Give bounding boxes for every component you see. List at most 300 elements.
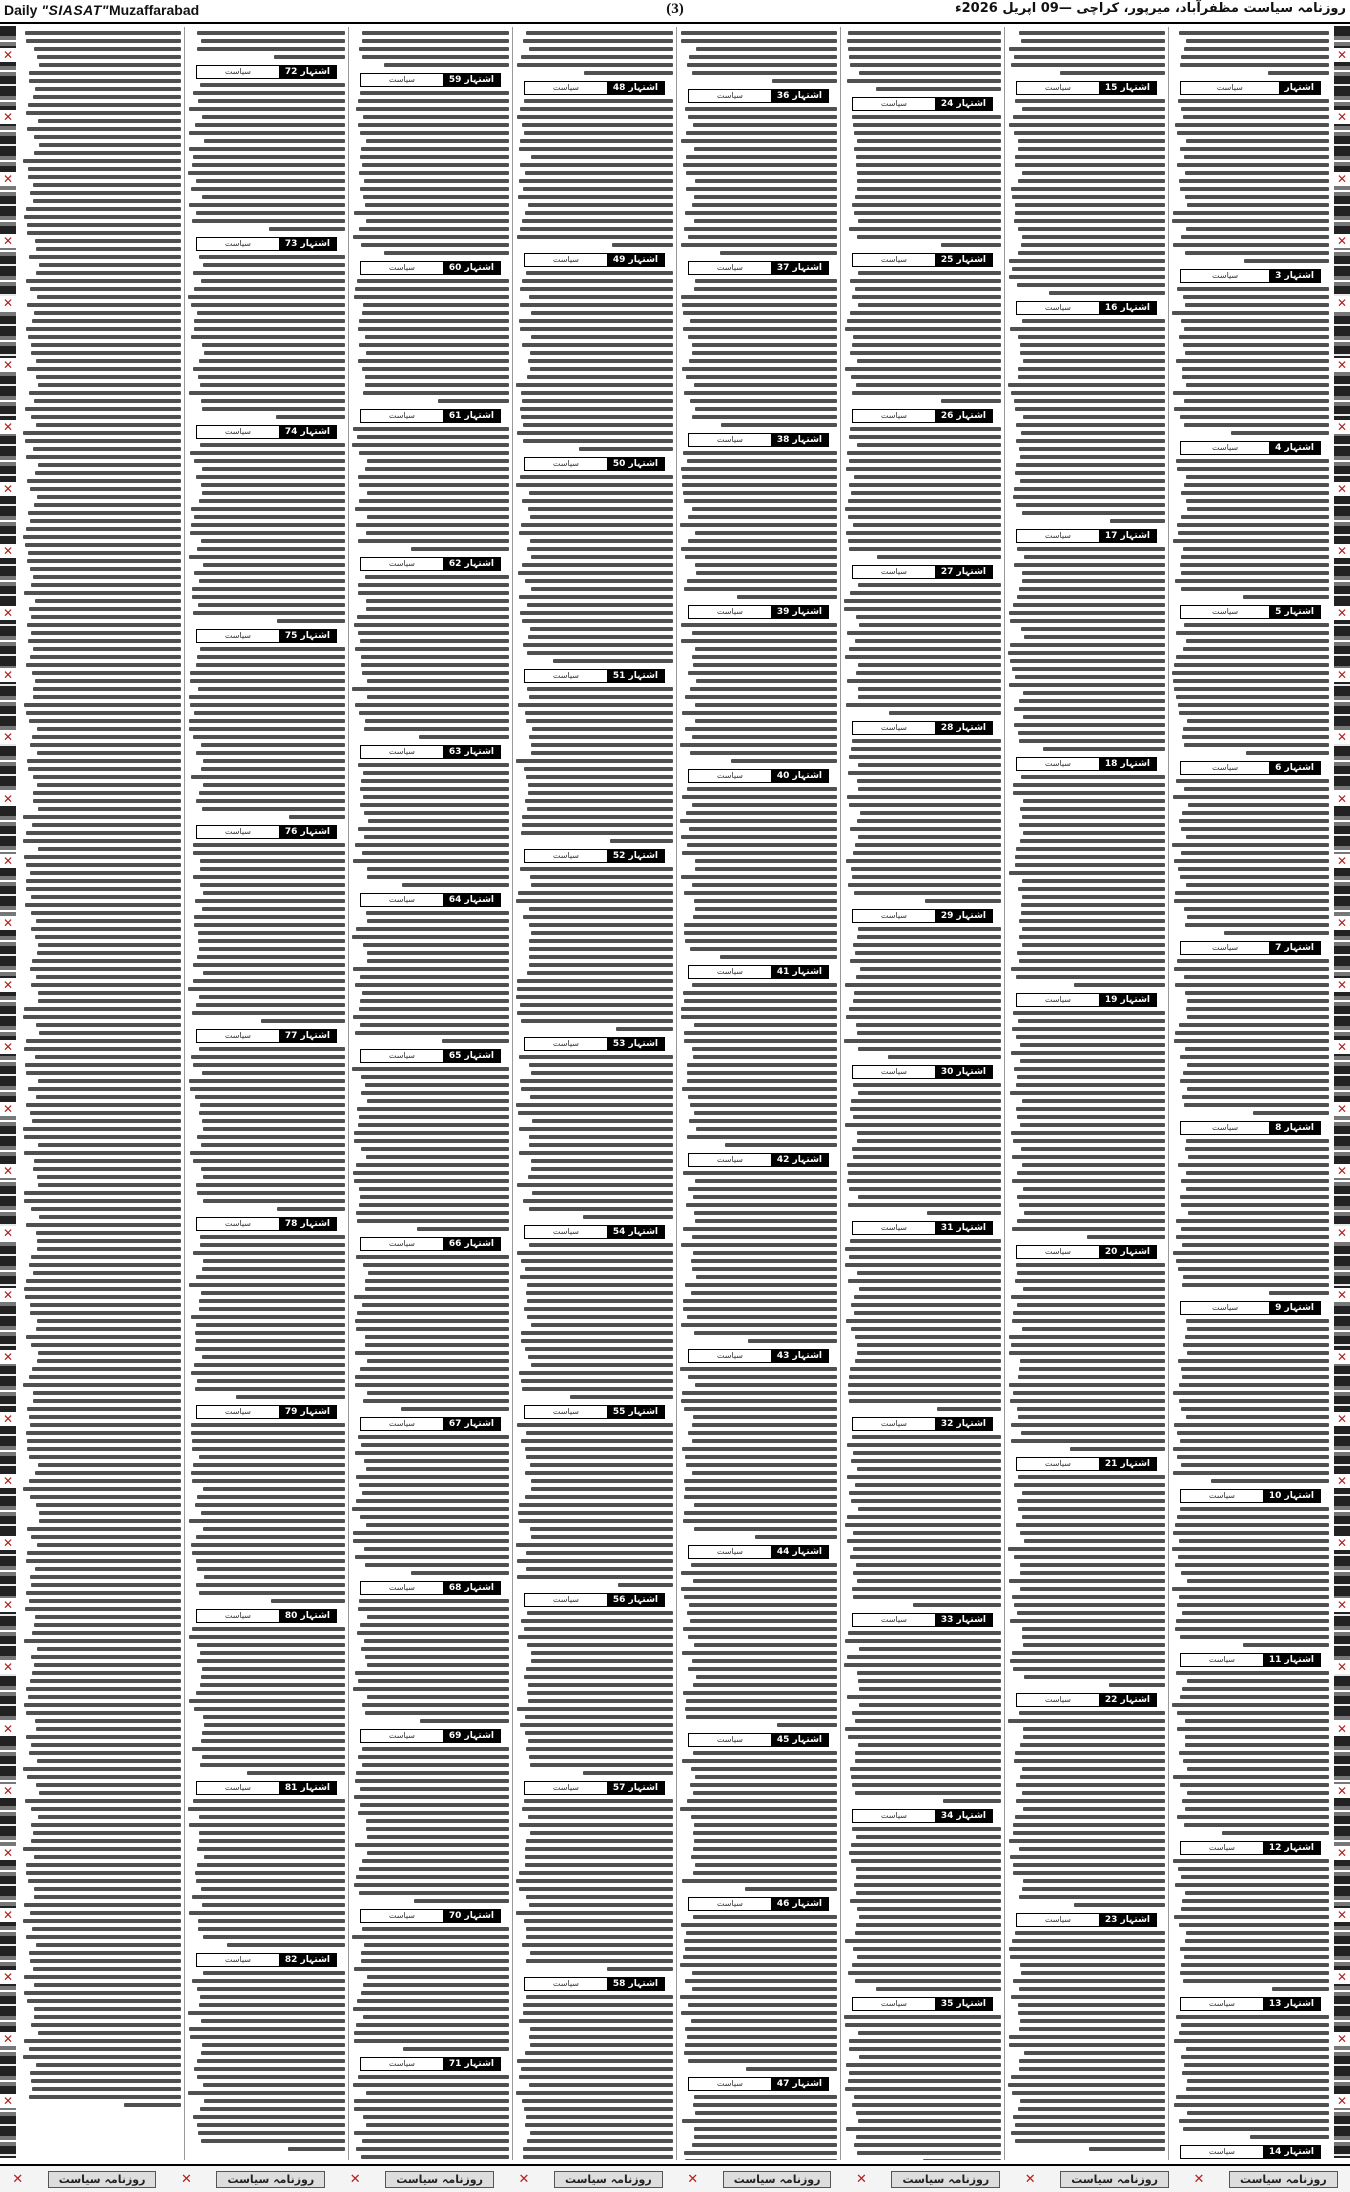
text-line <box>527 375 673 379</box>
strip-x-icon: ✕ <box>1334 1908 1350 1922</box>
text-line <box>695 907 837 911</box>
bottom-strip-label: روزنامہ سیاست <box>1060 2171 1169 2188</box>
text-line <box>848 883 1001 887</box>
text-line <box>694 219 837 223</box>
text-line <box>354 2039 509 2043</box>
text-line <box>1015 211 1165 215</box>
strip-x-icon: ✕ <box>0 1908 16 1922</box>
text-line <box>850 1107 1001 1111</box>
text-line <box>28 1879 181 1883</box>
text-line <box>690 319 837 323</box>
text-line <box>687 1611 837 1615</box>
text-line <box>1017 595 1165 599</box>
text-line <box>1185 351 1329 355</box>
text-line <box>855 1335 1001 1339</box>
text-line <box>684 1031 837 1035</box>
text-line <box>524 1307 673 1311</box>
notice-header <box>1016 993 1157 1007</box>
text-line <box>681 243 837 247</box>
column-2 <box>1004 27 1168 2160</box>
text-line <box>852 295 1001 299</box>
text-line <box>359 711 509 715</box>
notice-header <box>688 605 829 619</box>
text-line <box>525 711 673 715</box>
text-line <box>27 231 181 235</box>
text-line <box>529 1903 673 1907</box>
text-line <box>523 423 673 427</box>
text-line <box>1023 1187 1165 1191</box>
text-line <box>1187 1063 1329 1067</box>
text-line <box>1010 1091 1165 1095</box>
text-line <box>516 899 673 903</box>
text-line <box>203 1127 345 1131</box>
text-line <box>28 335 181 339</box>
text-line <box>362 1859 509 1863</box>
text-line <box>1172 671 1329 675</box>
text-line <box>1015 1279 1165 1283</box>
text-line <box>34 2007 181 2011</box>
text-line <box>30 1575 181 1579</box>
text-line <box>528 1175 673 1179</box>
text-line <box>356 107 509 111</box>
text-line <box>858 695 1001 699</box>
text-line <box>199 359 345 363</box>
text-line <box>200 1235 345 1239</box>
strip-x-icon: ✕ <box>0 668 16 682</box>
text-line <box>1184 423 1329 427</box>
text-line <box>1022 579 1165 583</box>
text-line <box>680 523 837 527</box>
text-line <box>1175 1627 1329 1631</box>
text-line <box>1246 751 1329 755</box>
notice-number: اشتہار 18 <box>1099 758 1156 770</box>
text-line <box>1009 47 1165 51</box>
text-line <box>368 819 509 823</box>
text-line <box>366 911 509 915</box>
notice-brand: سیاست <box>224 427 251 436</box>
text-line <box>531 1651 673 1655</box>
text-line <box>1180 63 1329 67</box>
text-line <box>352 443 509 447</box>
text-line <box>521 831 673 835</box>
text-line <box>1183 295 1329 299</box>
text-line <box>188 2091 345 2095</box>
text-line <box>1023 1287 1165 1291</box>
text-line <box>531 1659 673 1663</box>
text-line <box>1016 423 1165 427</box>
notice-brand: سیاست <box>1212 607 1239 616</box>
text-line <box>29 2095 181 2099</box>
text-line <box>521 1379 673 1383</box>
text-line <box>1174 407 1329 411</box>
text-line <box>521 55 673 59</box>
text-line <box>526 1567 673 1571</box>
text-line <box>358 763 509 767</box>
strip-x-icon: ✕ <box>0 544 16 558</box>
text-line <box>530 875 673 879</box>
text-line <box>1022 1791 1165 1795</box>
strip-x-icon: ✕ <box>687 2171 699 2187</box>
text-line <box>523 439 673 443</box>
text-line <box>194 571 345 575</box>
text-line <box>692 883 837 887</box>
text-line <box>848 1735 1001 1739</box>
text-line <box>693 1915 837 1919</box>
text-line <box>360 155 509 159</box>
text-line <box>30 1959 181 1963</box>
text-line <box>236 1395 345 1399</box>
text-line <box>360 803 509 807</box>
text-line <box>1074 983 1165 987</box>
text-line <box>1180 1635 1329 1639</box>
notice-header <box>196 1217 337 1231</box>
text-line <box>24 1287 181 1291</box>
text-line <box>355 507 509 511</box>
text-line <box>850 427 1001 431</box>
text-line <box>519 1519 673 1523</box>
text-line <box>692 71 837 75</box>
text-line <box>37 1175 181 1179</box>
text-line <box>1011 2075 1165 2079</box>
text-line <box>856 1875 1001 1879</box>
notice-brand: سیاست <box>1208 1999 1235 2008</box>
text-line <box>691 1815 837 1819</box>
text-line <box>695 179 837 183</box>
strip-x-icon: ✕ <box>0 482 16 496</box>
text-line <box>845 2087 1001 2091</box>
text-line <box>1015 203 1165 207</box>
text-line <box>520 407 673 411</box>
text-line <box>1024 1211 1165 1215</box>
text-line <box>529 939 673 943</box>
text-line <box>1019 1847 1165 1851</box>
text-line <box>196 1879 345 1883</box>
notice-header <box>360 1417 501 1431</box>
text-line <box>193 1251 345 1255</box>
text-line <box>693 1195 837 1199</box>
text-line <box>354 1179 509 1183</box>
text-line <box>857 359 1001 363</box>
text-line <box>876 87 1001 91</box>
text-line <box>204 2099 345 2103</box>
text-line <box>851 1327 1001 1331</box>
text-line <box>687 1079 837 1083</box>
text-line <box>354 2031 509 2035</box>
text-line <box>857 1955 1001 1959</box>
notice-number: اشتہار 7 <box>1269 942 1320 954</box>
text-line <box>33 647 181 651</box>
text-line <box>1009 123 1165 127</box>
text-line <box>353 1539 509 1543</box>
text-line <box>1178 1267 1329 1271</box>
text-line <box>1173 1775 1329 1779</box>
text-line <box>200 83 345 87</box>
text-line <box>519 1871 673 1875</box>
text-line <box>855 1751 1001 1755</box>
notice-brand: سیاست <box>1044 303 1071 312</box>
text-line <box>520 1723 673 1727</box>
text-line <box>31 2079 181 2083</box>
text-line <box>1224 931 1329 935</box>
text-line <box>681 31 837 35</box>
text-line <box>525 1855 673 1859</box>
text-line <box>523 39 673 43</box>
text-line <box>682 851 837 855</box>
text-line <box>200 1763 345 1767</box>
text-line <box>522 499 673 503</box>
text-line <box>36 1023 181 1027</box>
text-line <box>352 1507 509 1511</box>
text-line <box>1244 259 1329 263</box>
text-line <box>694 195 837 199</box>
text-line <box>689 55 837 59</box>
text-line <box>1174 2103 1329 2107</box>
text-line <box>1182 811 1329 815</box>
text-line <box>1187 1327 1329 1331</box>
notice-header <box>1180 1489 1321 1503</box>
notice-number: اشتہار 22 <box>1099 1694 1156 1706</box>
text-line <box>521 2067 673 2071</box>
text-line <box>855 1483 1001 1487</box>
text-line <box>198 603 345 607</box>
text-line <box>857 1579 1001 1583</box>
text-line <box>33 1399 181 1403</box>
column-4 <box>676 27 840 2160</box>
text-line <box>1018 1475 1165 1479</box>
brand-name: "SIASAT" <box>41 2 109 18</box>
text-line <box>1188 1155 1329 1159</box>
text-line <box>1176 359 1329 363</box>
text-line <box>1089 2147 1165 2151</box>
text-line <box>189 1911 345 1915</box>
text-line <box>195 899 345 903</box>
notice-number: اشتہار 3 <box>1269 270 1320 282</box>
text-line <box>526 1455 673 1459</box>
text-line <box>1014 1603 1165 1607</box>
text-line <box>531 1487 673 1491</box>
text-line <box>696 679 837 683</box>
text-line <box>686 155 837 159</box>
text-line <box>1023 831 1165 835</box>
notice-header <box>524 669 665 683</box>
text-line <box>847 795 1001 799</box>
notice-brand: سیاست <box>388 75 415 84</box>
text-line <box>1014 399 1165 403</box>
text-line <box>354 623 509 627</box>
strip-x-icon: ✕ <box>0 2032 16 2046</box>
text-line <box>200 1651 345 1655</box>
text-line <box>29 71 181 75</box>
text-line <box>525 171 673 175</box>
text-line <box>1019 1987 1165 1991</box>
text-line <box>203 1935 345 1939</box>
text-line <box>847 679 1001 683</box>
text-line <box>30 191 181 195</box>
text-line <box>1177 1431 1329 1435</box>
text-line <box>33 775 181 779</box>
text-line <box>1186 639 1329 643</box>
text-line <box>1021 911 1165 915</box>
text-line <box>521 391 673 395</box>
text-line <box>31 1535 181 1539</box>
text-line <box>1012 267 1165 271</box>
text-line <box>849 547 1001 551</box>
text-line <box>584 71 673 75</box>
notice-header <box>688 2077 829 2091</box>
text-line <box>24 1991 181 1995</box>
text-line <box>202 195 345 199</box>
notice-brand: سیاست <box>716 435 743 444</box>
text-line <box>1181 235 1329 239</box>
text-line <box>849 647 1001 651</box>
text-line <box>1177 467 1329 471</box>
text-line <box>849 227 1001 231</box>
notice-header <box>360 73 501 87</box>
text-line <box>1175 579 1329 583</box>
text-line <box>683 451 837 455</box>
text-line <box>517 235 673 239</box>
text-line <box>31 1207 181 1211</box>
text-line <box>26 527 181 531</box>
text-line <box>858 927 1001 931</box>
text-line <box>384 251 509 255</box>
text-line <box>35 935 181 939</box>
text-line <box>199 1299 345 1303</box>
text-line <box>367 459 509 463</box>
text-line <box>583 1771 673 1775</box>
text-line <box>517 1575 673 1579</box>
text-line <box>694 899 837 903</box>
text-line <box>1018 887 1165 891</box>
text-line <box>1010 1619 1165 1623</box>
text-line <box>364 1547 509 1551</box>
text-line <box>531 743 673 747</box>
text-line <box>531 335 673 339</box>
text-line <box>23 431 181 435</box>
strip-x-icon: ✕ <box>0 1784 16 1798</box>
text-line <box>363 795 509 799</box>
text-line <box>201 39 345 43</box>
text-line <box>199 1111 345 1115</box>
text-line <box>685 1455 837 1459</box>
text-line <box>28 167 181 171</box>
text-line <box>26 663 181 667</box>
text-line <box>199 1591 345 1595</box>
text-line <box>27 1775 181 1779</box>
text-line <box>192 219 345 223</box>
text-line <box>1021 775 1165 779</box>
text-line <box>527 1643 673 1647</box>
text-line <box>194 287 345 291</box>
text-line <box>525 1715 673 1719</box>
text-line <box>524 131 673 135</box>
text-line <box>857 139 1001 143</box>
text-line <box>860 967 1001 971</box>
text-line <box>686 1699 837 1703</box>
text-line <box>850 1899 1001 1903</box>
text-line <box>30 519 181 523</box>
text-line <box>1023 1807 1165 1811</box>
text-line <box>1019 1711 1165 1715</box>
text-line <box>519 1151 673 1155</box>
text-line <box>28 551 181 555</box>
text-line <box>1008 2083 1165 2087</box>
text-line <box>28 511 181 515</box>
text-line <box>692 1659 837 1663</box>
text-line <box>197 2059 345 2063</box>
text-line <box>23 1919 181 1923</box>
text-line <box>196 799 345 803</box>
text-line <box>529 2083 673 2087</box>
text-line <box>1049 291 1165 295</box>
text-line <box>755 1535 837 1539</box>
text-line <box>1182 2071 1329 2075</box>
text-line <box>24 1703 181 1707</box>
text-line <box>1012 195 1165 199</box>
bottom-strip-label: روزنامہ سیاست <box>1229 2171 1338 2188</box>
text-line <box>1011 63 1165 67</box>
text-line <box>31 1255 181 1259</box>
text-line <box>853 1155 1001 1159</box>
text-line <box>1177 959 1329 963</box>
text-line <box>1182 1611 1329 1615</box>
text-line <box>681 1399 837 1403</box>
text-line <box>1181 55 1329 59</box>
text-line <box>199 995 345 999</box>
text-line <box>202 1071 345 1075</box>
text-line <box>367 959 509 963</box>
text-line <box>1172 843 1329 847</box>
notice-number: اشتہار 37 <box>771 262 828 274</box>
notice-header <box>1180 941 1321 955</box>
text-line <box>359 499 509 503</box>
text-line <box>30 871 181 875</box>
text-line <box>854 147 1001 151</box>
text-line <box>36 271 181 275</box>
text-line <box>198 1919 345 1923</box>
strip-x-icon: ✕ <box>0 1970 16 1984</box>
text-line <box>853 1547 1001 1551</box>
text-line <box>1187 999 1329 1003</box>
notice-header <box>1180 1121 1321 1135</box>
text-line <box>35 1615 181 1619</box>
text-line <box>1009 1839 1165 1843</box>
text-line <box>360 1787 509 1791</box>
notice-brand: سیاست <box>388 1051 415 1060</box>
text-line <box>197 1847 345 1851</box>
text-line <box>26 39 181 43</box>
text-line <box>23 1127 181 1131</box>
text-line <box>198 687 345 691</box>
notice-header <box>1180 1997 1321 2011</box>
text-line <box>1016 503 1165 507</box>
strip-x-icon: ✕ <box>181 2171 192 2187</box>
text-line <box>26 831 181 835</box>
text-line <box>1018 335 1165 339</box>
text-line <box>33 695 181 699</box>
text-line <box>1012 2091 1165 2095</box>
text-line <box>528 359 673 363</box>
text-line <box>857 779 1001 783</box>
text-line <box>192 1447 345 1451</box>
text-line <box>858 2119 1001 2123</box>
notice-number: اشتہار 38 <box>771 434 828 446</box>
text-line <box>199 1831 345 1835</box>
text-line <box>680 1995 837 1999</box>
text-line <box>202 1755 345 1759</box>
text-line <box>854 1883 1001 1887</box>
text-line <box>358 1755 509 1759</box>
